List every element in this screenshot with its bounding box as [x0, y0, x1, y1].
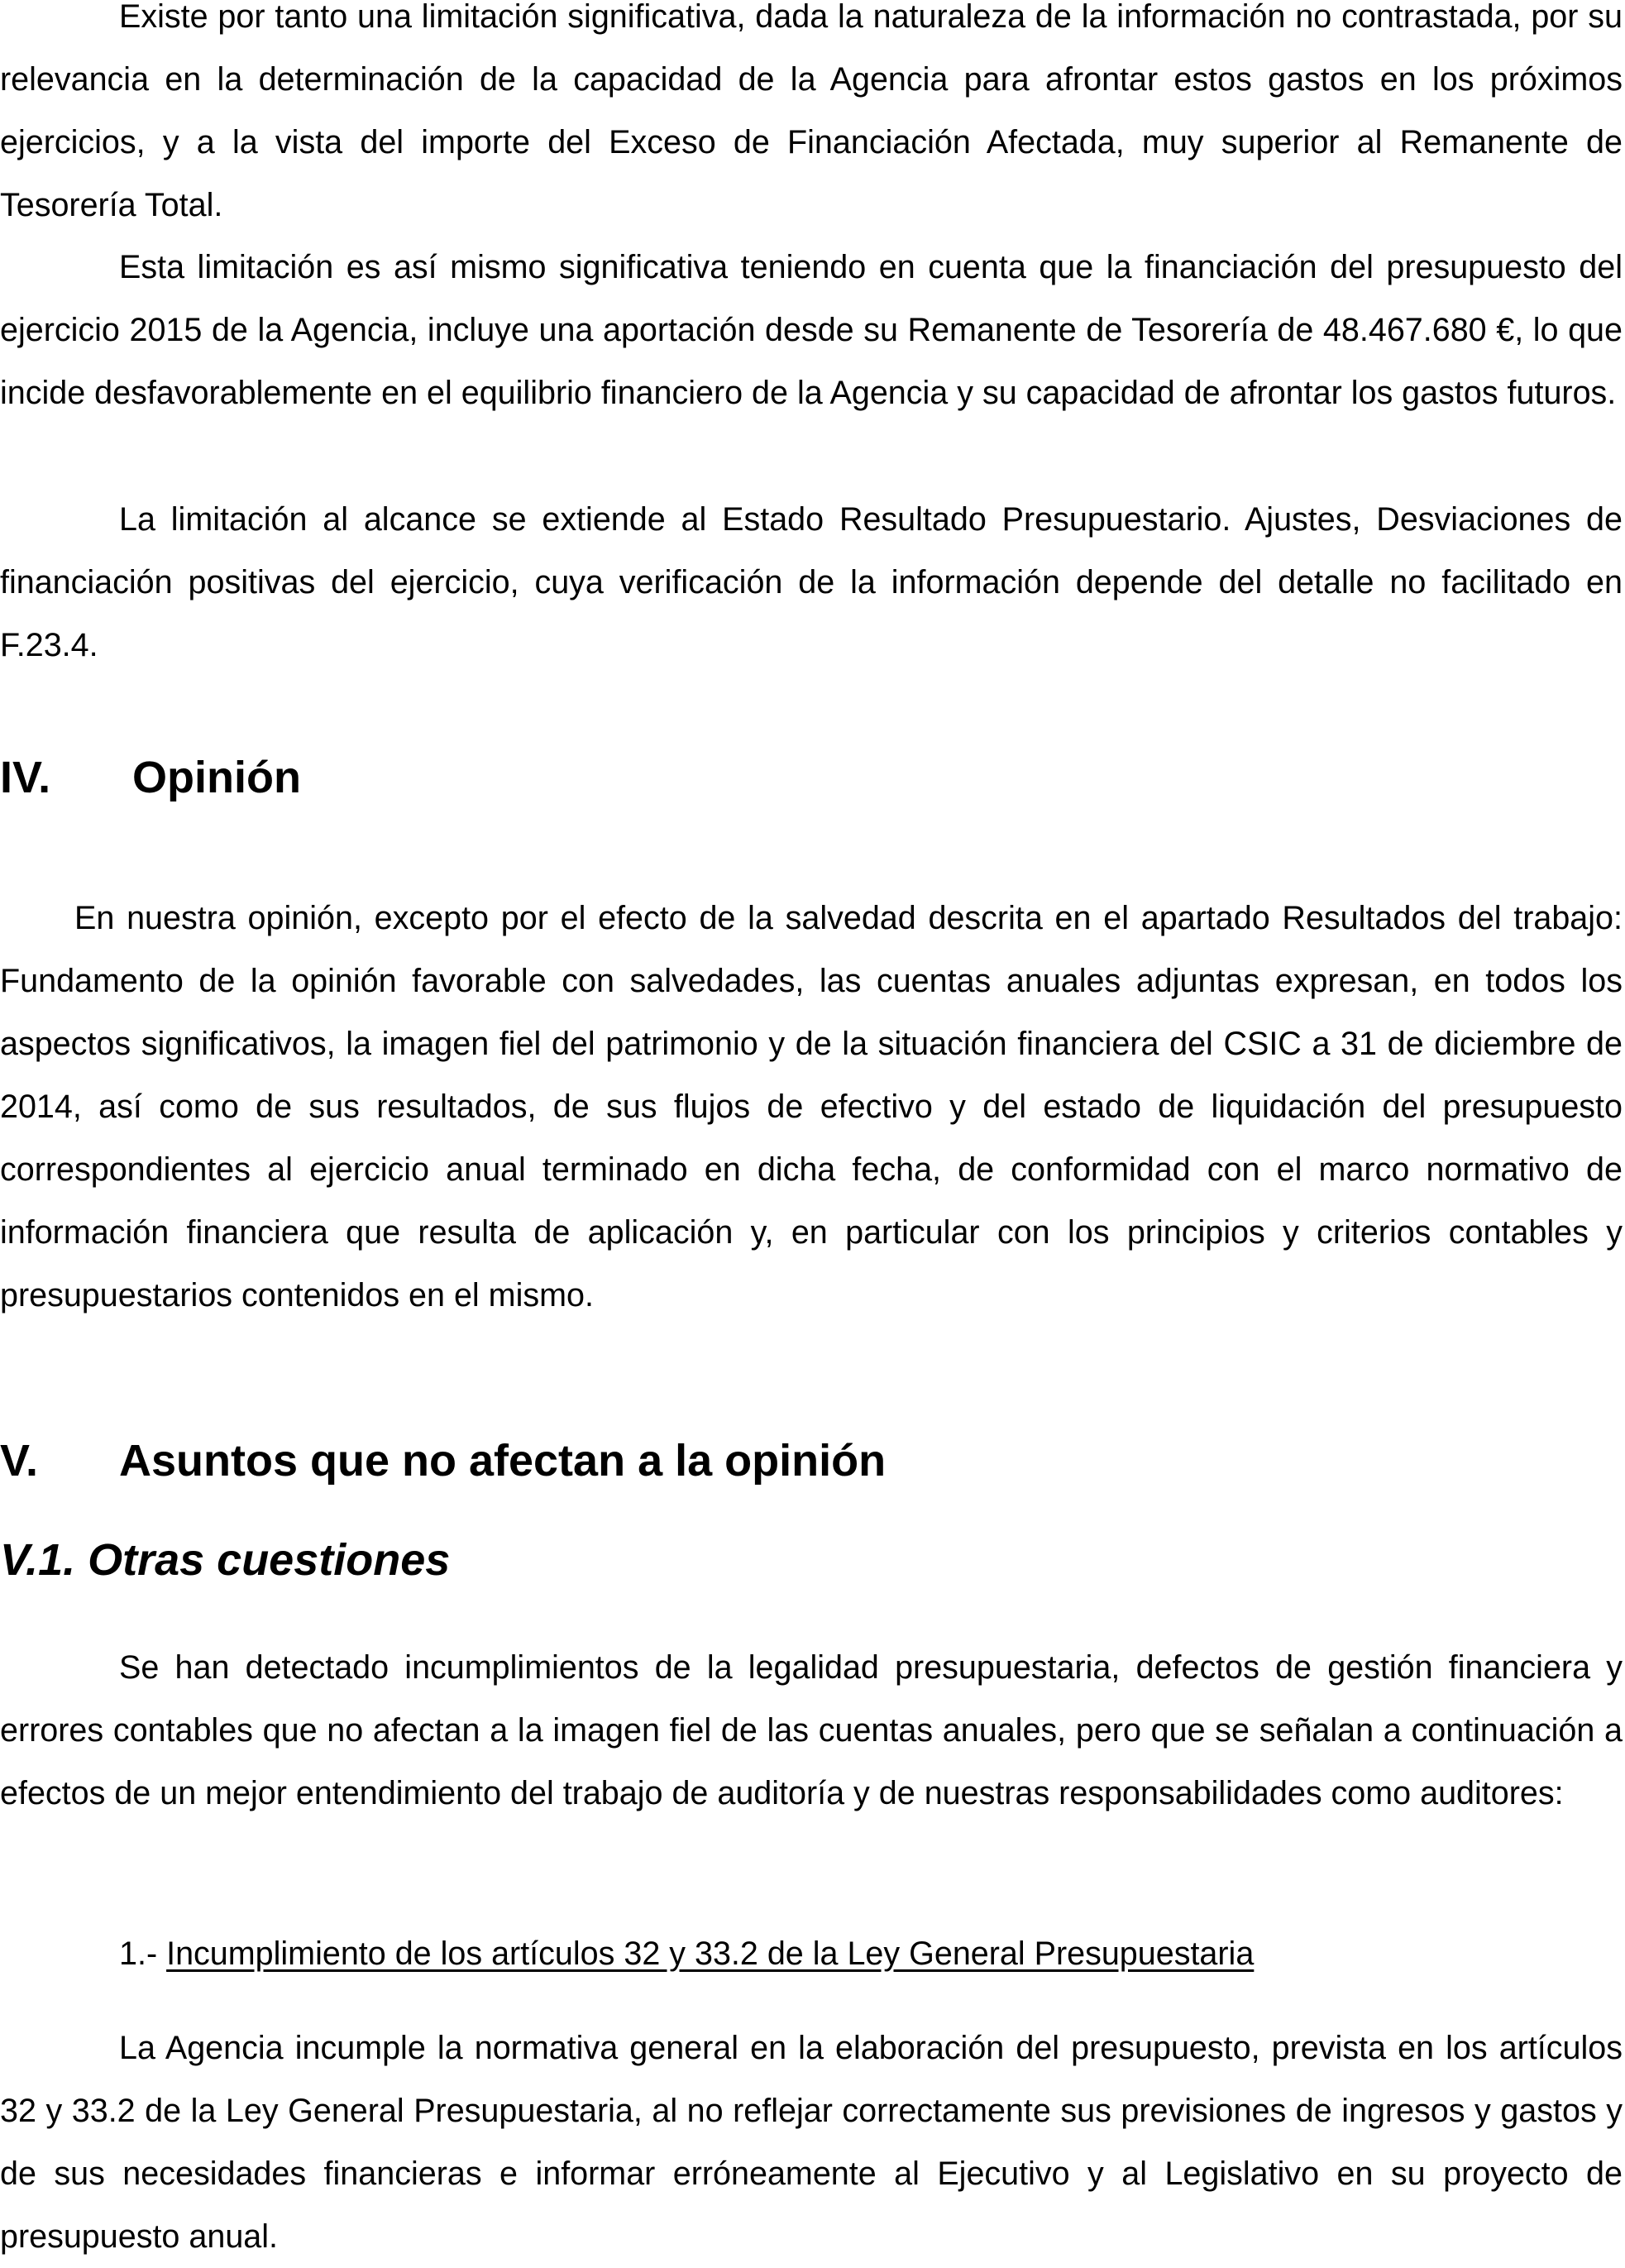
- section-heading-matters: [0, 1434, 886, 1487]
- section-heading-opinion: [0, 751, 301, 804]
- item-number: 1.-: [119, 1935, 158, 1972]
- subsection-heading-other-issues: V.1. Otras cuestiones: [0, 1535, 451, 1585]
- item-title: Incumplimiento de los artículos 32 y 33.2 de la Ley General Presupuestaria: [166, 1935, 1255, 1972]
- paragraph-limitation-scope: La limitación al alcance se extiende al Estado Resultado Presupuestario. Ajustes, Desviaciones de financiación positivas del ejercicio, cuya verificación de la información depende del detalle no facilitado en F.23.4.: [0, 501, 1623, 663]
- paragraph-opinion: En nuestra opinión, excepto por el efecto de la salvedad descrita en el apartado Resultados del trabajo: Fundamento de la opinión favorable con salvedades, las cuentas anuales adjuntas expresan, en todos los aspectos significativos, la imagen fiel del patrimonio y de la situación financiera del CSIC a 31 de diciembre de 2014, así como de sus resultados, de sus flujos de efectivo y del estado de liquidación del presupuesto correspondientes al ejercicio anual terminado en dicha fecha, de conformidad con el marco normativo de información financiera que resulta de aplicación y, en particular con los principios y criterios contables y presupuestarios contenidos en el mismo.: [0, 900, 1623, 1313]
- section-number: IV.: [0, 753, 51, 802]
- item-heading-1: [119, 1922, 1254, 1985]
- section-number: V.: [0, 1436, 39, 1486]
- section-title: Opinión: [132, 753, 301, 802]
- section-title: Asuntos que no afectan a la opinión: [119, 1436, 887, 1486]
- paragraph-other-issues: Se han detectado incumplimientos de la legalidad presupuestaria, defectos de gestión financiera y errores contables que no afectan a la imagen fiel de las cuentas anuales, pero que se señalan a continuación a efectos de un mejor entendimiento del trabajo de auditoría y de nuestras responsabilidades como auditores:: [0, 1649, 1623, 1811]
- paragraph-limitation-financing: Esta limitación es así mismo significativa teniendo en cuenta que la financiación del presupuesto del ejercicio 2015 de la Agencia, incluye una aportación desde su Remanente de Tesorería de 48.467.680 €, lo que incide desfavorablemente en el equilibrio financiero de la Agencia y su capacidad de afrontar los gastos futuros.: [0, 249, 1623, 411]
- paragraph-budget-noncompliance: La Agencia incumple la normativa general en la elaboración del presupuesto, prevista en los artículos 32 y 33.2 de la Ley General Presupuestaria, al no reflejar correctamente sus previsiones de ingresos y gastos y de sus necesidades financieras e informar erróneamente al Ejecutivo y al Legislativo en su proyecto de presupuesto anual.: [0, 2030, 1623, 2255]
- paragraph-limitation: Existe por tanto una limitación significativa, dada la naturaleza de la información no contrastada, por su relevancia en la determinación de la capacidad de la Agencia para afrontar estos gastos en los próximos ejercicios, y a la vista del importe del Exceso de Financiación Afectada, muy superior al Remanente de Tesorería Total.: [0, 0, 1623, 223]
